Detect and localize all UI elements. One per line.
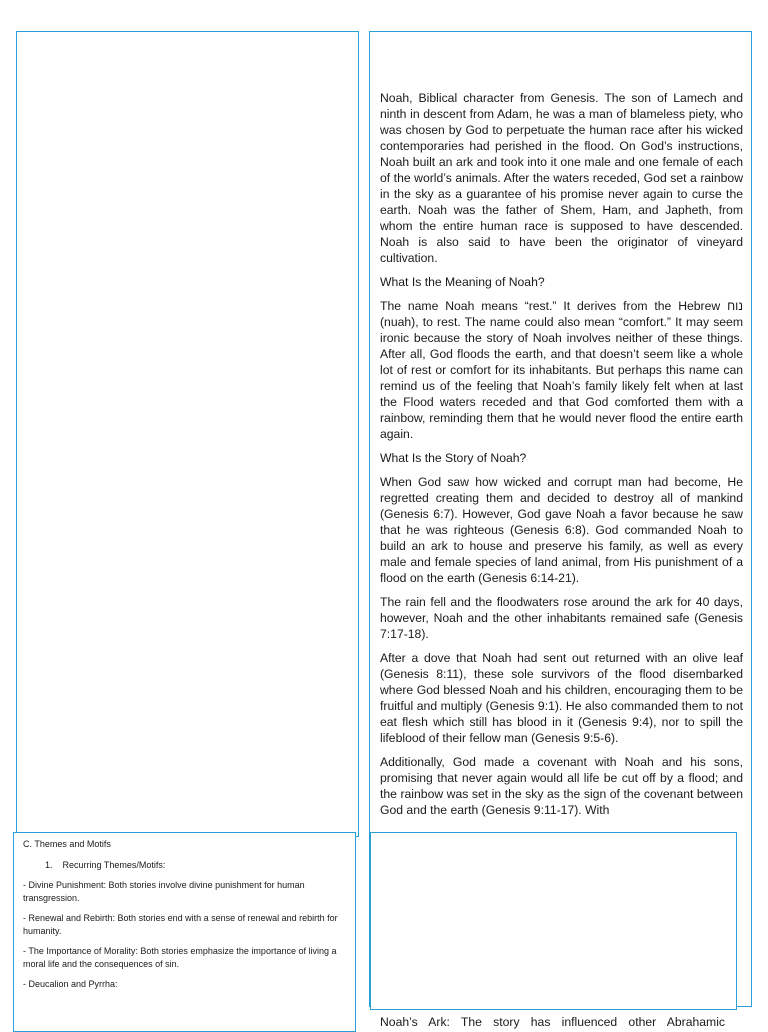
heading-meaning: What Is the Meaning of Noah?	[380, 275, 545, 289]
left-top-frame	[16, 31, 359, 837]
note-renewal: - Renewal and Rebirth: Both stories end with a sense of renewal and rebirth for humanity.	[23, 913, 338, 936]
paragraph-rain: The rain fell and the floodwaters rose around the ark for 40 days, however, Noah and the other inhabitants remained safe (Genesis 7:17-18).	[380, 595, 743, 641]
notes-heading: C. Themes and Motifs	[23, 839, 111, 849]
paragraph-intro: Noah, Biblical character from Genesis. The son of Lamech and ninth in descent from Adam, he was a man of blameless piety, who was chosen by God to perpetuate the human race after his wicked contemporaries had perished in the flood. On God’s instructions, Noah built an ark and took into it one male and one female of each of the world’s animals. After the waters receded, God set a rainbow in the sky as a guarantee of his promise never again to curse the earth. Noah was the father of Shem, Ham, and Japheth, from whom the entire human race is supposed to have descended. Noah is also said to have been the originator of vineyard cultivation.	[380, 91, 743, 265]
paragraph-dove: After a dove that Noah had sent out returned with an olive leaf (Genesis 8:11), these sole survivors of the flood disembarked where God blessed Noah and his children, encouraging them to be fruitful and multiply (Genesis 9:1). He also commanded them to not eat flesh which still has blood in it (Genesis 9:4), nor to spill the lifeblood of their fellow man (Genesis 9:5-6).	[380, 651, 743, 745]
note-divine-punishment: - Divine Punishment: Both stories involve divine punishment for human transgression.	[23, 880, 305, 903]
paragraph-story: When God saw how wicked and corrupt man had become, He regretted creating them and decided to destroy all of mankind (Genesis 6:7). However, God gave Noah a favor because he saw that he was righteous (Genesis 6:8). God commanded Noah to build an ark to house and preserve his family, as well as every male and female species of land animal, from His punishment of a flood on the earth (Genesis 6:14-21).	[380, 475, 743, 585]
notes-list-item: 1. Recurring Themes/Motifs:	[45, 859, 166, 870]
main-text-column	[380, 90, 743, 826]
themes-notes	[23, 838, 348, 999]
paragraph-covenant: Additionally, God made a covenant with Noah and his sons, promising that never again would all life be cut off by a flood; and the rainbow was set in the sky as the sign of the covenant between God and the earth (Genesis 9:11-17). With	[380, 755, 743, 817]
heading-story: What Is the Story of Noah?	[380, 451, 527, 465]
note-deucalion: - Deucalion and Pyrrha:	[23, 979, 118, 989]
paragraph-meaning: The name Noah means “rest.” It derives from the Hebrew נוח (nuah), to rest. The name could also mean “comfort.” It may seem ironic because the story of Noah involves neither of these things. After all, God floods the earth, and that doesn’t seem like a whole lot of rest or comfort for its inhabitants. But perhaps this name can remind us of the feeling that Noah’s family likely felt when at last the Flood waters receded and that God comforted them with a rainbow, reminding them that he would never flood the entire earth again.	[380, 299, 743, 441]
tail-text-line: Noah’s Ark: The story has influenced other Abrahamic	[380, 1015, 725, 1029]
note-morality: - The Importance of Morality: Both stories emphasize the importance of living a moral life and the consequences of sin.	[23, 946, 337, 969]
right-bottom-frame	[370, 832, 737, 1010]
